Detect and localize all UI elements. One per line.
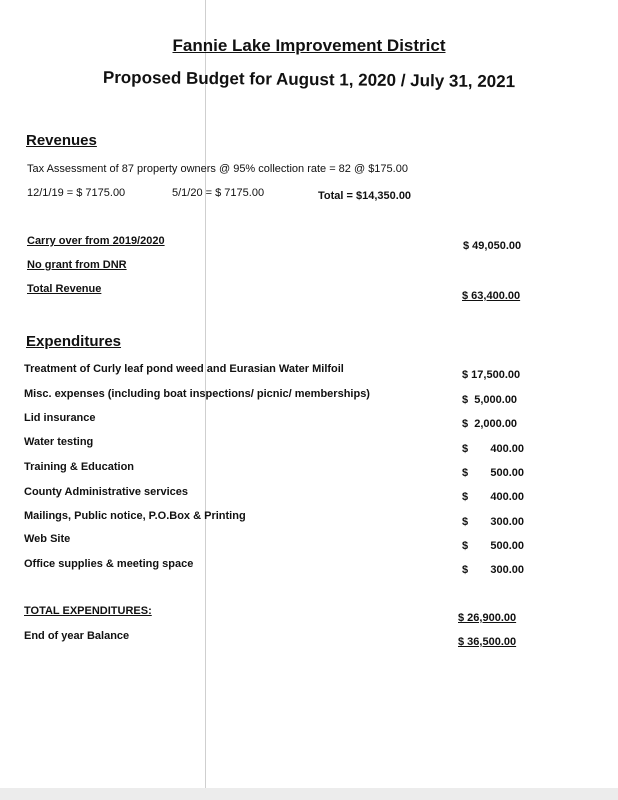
document-subtitle: Proposed Budget for August 1, 2020 / July 31, 2021 [102, 67, 516, 92]
currency-sign: $ [462, 443, 469, 455]
expense-amount: $ 17,500.00 [462, 369, 521, 381]
expense-label: Mailings, Public notice, P.O.Box & Printing [24, 510, 246, 522]
expense-label: Training & Education [24, 461, 135, 473]
total-expenditures-label: TOTAL EXPENDITURES: [24, 605, 152, 617]
total-expenditures-amount: $ 26,900.00 [458, 612, 517, 624]
expense-label: Misc. expenses (including boat inspections/ picnic/ memberships) [24, 388, 370, 400]
revenues-heading: Revenues [26, 132, 97, 149]
expenditures-heading: Expenditures [26, 333, 122, 350]
currency-sign: $ [462, 564, 469, 576]
installment-total: Total = $14,350.00 [318, 190, 412, 202]
expense-amount [462, 491, 524, 503]
amount-value: 400.00 [490, 491, 524, 503]
end-of-year-balance-amount: $ 36,500.00 [458, 636, 517, 648]
page-fold-line [205, 0, 206, 800]
amount-value: 300.00 [490, 516, 524, 528]
revenue-carry-over-label: Carry over from 2019/2020 [27, 235, 165, 247]
currency-sign: $ [462, 491, 469, 503]
amount-value: 400.00 [490, 443, 524, 455]
expense-amount [462, 564, 524, 576]
total-revenue-label: Total Revenue [27, 283, 102, 295]
document-title: Fannie Lake Improvement District [172, 36, 446, 55]
scan-bottom-edge [0, 788, 618, 800]
currency-sign: $ [462, 467, 469, 479]
currency-sign: $ [462, 516, 469, 528]
expense-amount: $ 5,000.00 [462, 394, 518, 406]
currency-sign: $ [462, 540, 469, 552]
expense-label: Treatment of Curly leaf pond weed and Eurasian Water Milfoil [24, 363, 344, 375]
expense-amount [462, 443, 524, 455]
revenue-carry-over-amount: $ 49,050.00 [463, 240, 522, 252]
end-of-year-balance-label: End of year Balance [24, 630, 130, 642]
total-revenue-amount: $ 63,400.00 [462, 290, 521, 302]
expense-label: Web Site [24, 533, 71, 545]
expense-amount: $ 2,000.00 [462, 418, 518, 430]
amount-value: 300.00 [490, 564, 524, 576]
amount-value: 500.00 [490, 467, 524, 479]
expense-label: Office supplies & meeting space [24, 558, 194, 570]
amount-value: 500.00 [490, 540, 524, 552]
expense-label: Lid insurance [24, 412, 96, 424]
expense-amount [462, 467, 524, 479]
tax-assessment-line: Tax Assessment of 87 property owners @ 95% collection rate = 82 @ $175.00 [27, 163, 408, 175]
expense-label: County Administrative services [24, 486, 189, 498]
installment-december: 12/1/19 = $ 7175.00 [27, 187, 126, 199]
installment-may: 5/1/20 = $ 7175.00 [172, 187, 265, 199]
expense-label: Water testing [24, 436, 94, 448]
expense-amount [462, 516, 524, 528]
revenue-dnr-grant-label: No grant from DNR [27, 259, 127, 271]
expense-amount [462, 540, 524, 552]
